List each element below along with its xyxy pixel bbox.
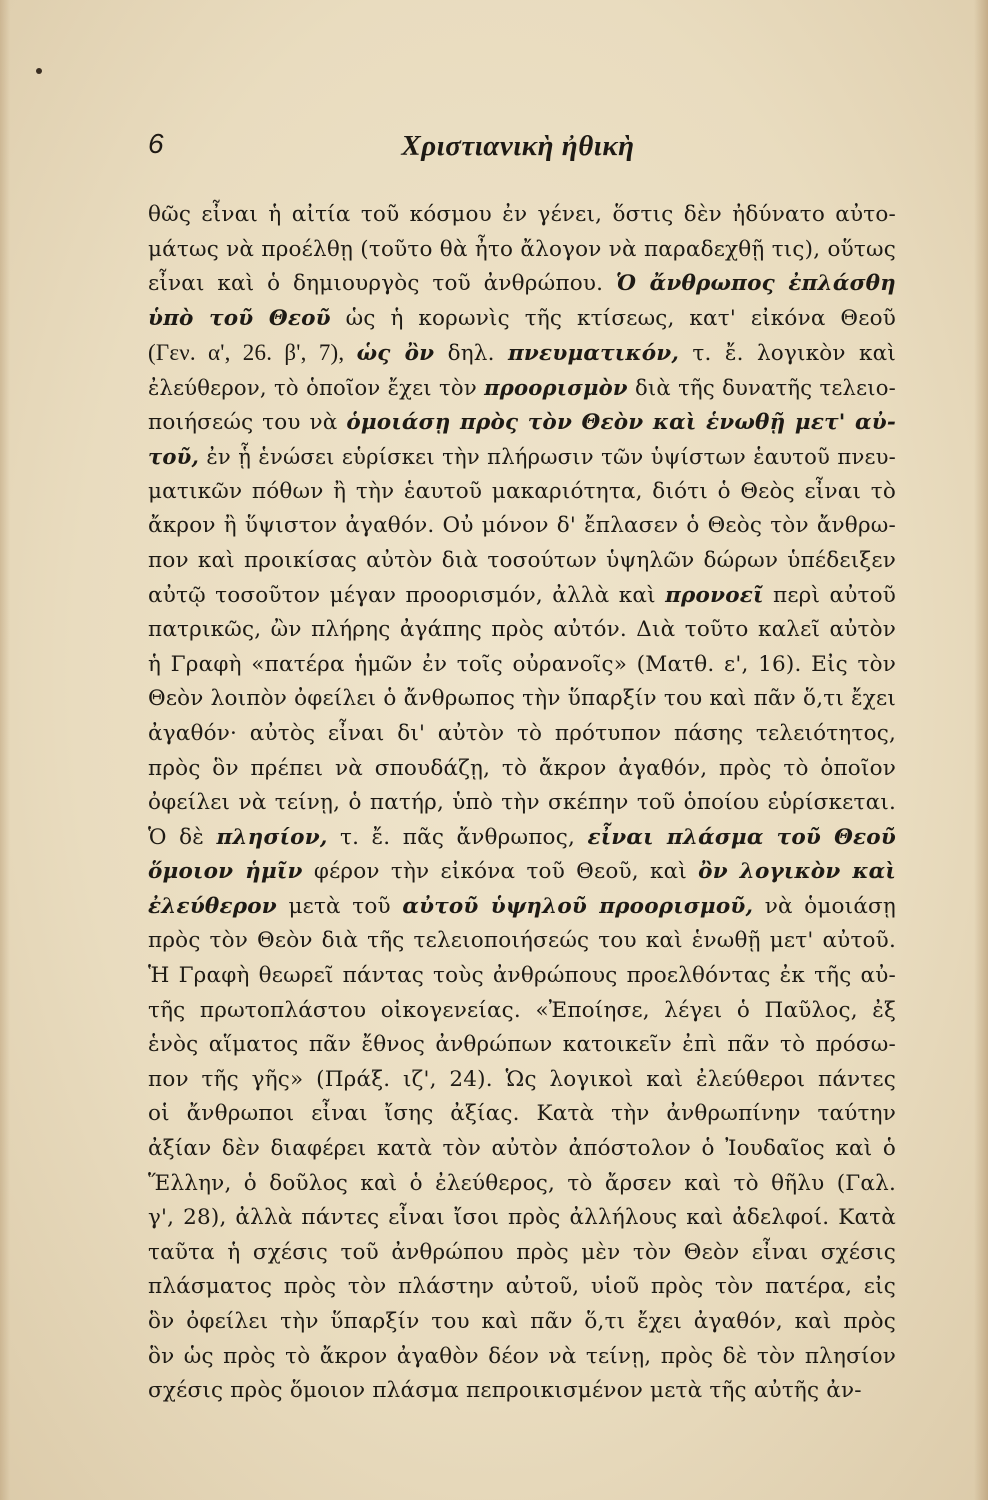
line-text: Ἕλλην, ὁ δοῦλος καὶ ὁ ἐλεύθερος, τὸ ἄρσεν καὶ τὸ θῆλυ (Γαλ. xyxy=(148,1170,896,1196)
text-line xyxy=(148,959,896,994)
text-line xyxy=(148,717,896,752)
line-text: ἀξίαν δὲν διαφέρει κατὰ τὸν αὐτὸν ἀπόστολον ὁ Ἰουδαῖος καὶ ὁ xyxy=(148,1136,896,1162)
emphasized-text: πνευματικόν, xyxy=(508,341,680,367)
line-text: γ', 28), ἀλλὰ πάντες εἶναι ἴσοι πρὸς ἀλλήλους καὶ ἀδελφοί. Κατὰ xyxy=(148,1205,896,1231)
line-text: φέρον τὴν εἰκόνα τοῦ Θεοῦ, καὶ xyxy=(302,859,699,885)
text-line xyxy=(148,336,896,371)
page-number: 6 xyxy=(148,128,164,159)
text-line xyxy=(148,198,896,233)
emphasized-text: ὑπὸ τοῦ Θεοῦ xyxy=(148,305,331,331)
line-text: τῆς πρωτοπλάστου οἰκογενείας. «Ἐποίησε, λέγει ὁ Παῦλος, ἐξ xyxy=(148,997,896,1023)
text-line xyxy=(148,648,896,683)
text-line xyxy=(148,786,896,821)
text-line xyxy=(148,302,896,337)
line-text: ἐν ᾗ ἑνώσει εὑρίσκει τὴν πλήρωσιν τῶν ὑψίστων ἑαυτοῦ πνευ- xyxy=(199,444,896,470)
text-line xyxy=(148,752,896,787)
line-text: ἡ Γραφὴ «πατέρα ἡμῶν ἐν τοῖς οὐρανοῖς» (Ματθ. ε', 16). Εἰς τὸν xyxy=(148,651,896,677)
emphasized-text: τοῦ, xyxy=(148,444,200,470)
text-line xyxy=(148,1201,896,1236)
running-title: Χριστιανικὴ ἠθικὴ xyxy=(401,130,635,162)
line-text: νὰ ὁμοιάσῃ xyxy=(753,893,896,919)
text-line xyxy=(148,1028,896,1063)
text-line xyxy=(148,924,896,959)
text-line xyxy=(148,994,896,1029)
text-line xyxy=(148,1167,896,1202)
text-line xyxy=(148,613,896,648)
text-line xyxy=(148,1305,896,1340)
line-text: Ἡ Γραφὴ θεωρεῖ πάντας τοὺς ἀνθρώπους προελθόντας ἐκ τῆς αὐ- xyxy=(148,963,896,989)
line-text: (Γεν. α', 26. β', 7), xyxy=(148,340,357,366)
text-line xyxy=(148,821,896,856)
line-text: πρὸς ὃν πρέπει νὰ σπουδάζῃ, τὸ ἄκρον ἀγαθόν, πρὸς τὸ ὁποῖον xyxy=(148,755,896,781)
line-text: πον τῆς γῆς» (Πράξ. ιζ', 24). Ὡς λογικοὶ καὶ ἐλεύθεροι πάντες xyxy=(148,1066,896,1092)
text-line xyxy=(148,544,896,579)
text-line xyxy=(148,406,896,441)
emphasized-text: εἶναι πλάσμα τοῦ Θεοῦ xyxy=(587,824,896,850)
line-text: διὰ τῆς δυνατῆς τελειο- xyxy=(627,374,896,400)
text-line xyxy=(148,1097,896,1132)
page-edge-right xyxy=(974,0,988,1500)
text-line xyxy=(148,1270,896,1305)
line-text: περὶ αὐτοῦ xyxy=(763,582,896,608)
text-line xyxy=(148,1236,896,1271)
line-text: μάτως νὰ προέλθῃ (τοῦτο θὰ ἦτο ἄλογον νὰ παραδεχθῇ τις), οὕτως xyxy=(148,236,896,262)
emphasized-text: ὁμοιάσῃ πρὸς τὸν Θεὸν καὶ ἑνωθῇ μετ' αὐ- xyxy=(346,409,896,435)
ink-speck xyxy=(36,68,42,74)
text-line xyxy=(148,371,896,406)
text-line xyxy=(148,682,896,717)
text-line xyxy=(148,890,896,925)
line-text: τ. ἔ. πᾶς ἄνθρωπος, xyxy=(327,824,588,850)
line-text: ἑνὸς αἵματος πᾶν ἔθνος ἀνθρώπων κατοικεῖν ἐπὶ πᾶν τὸ πρόσω- xyxy=(148,1032,896,1058)
line-text: Ὁ δὲ xyxy=(148,824,217,850)
line-text: πον καὶ προικίσας αὐτὸν διὰ τοσούτων ὑψηλῶν δώρων ὑπέδειξεν xyxy=(148,547,896,573)
line-text: εἶναι καὶ ὁ δημιουργὸς τοῦ ἀνθρώπου. xyxy=(148,271,616,297)
text-line xyxy=(148,1340,896,1375)
text-line xyxy=(148,233,896,268)
text-line xyxy=(148,475,896,510)
line-text: τ. ἔ. λογικὸν καὶ xyxy=(679,341,896,367)
emphasized-text: πλησίον, xyxy=(216,824,328,850)
emphasized-text: ὂν λογικὸν καὶ xyxy=(698,859,896,885)
text-line xyxy=(148,855,896,890)
line-text: ποιήσεώς του νὰ xyxy=(148,409,347,435)
emphasized-text: αὐτοῦ ὑψηλοῦ προορισμοῦ, xyxy=(402,893,754,919)
line-text: μετὰ τοῦ xyxy=(276,893,403,919)
emphasized-text: ἐλεύθερον xyxy=(148,893,277,919)
line-text: ὀφείλει νὰ τείνῃ, ὁ πατήρ, ὑπὸ τὴν σκέπην τοῦ ὁποίου εὑρίσκεται. xyxy=(148,790,896,816)
line-text: ὡς ἡ κορωνὶς τῆς κτίσεως, κατ' εἰκόνα Θεοῦ xyxy=(330,305,896,331)
text-line xyxy=(148,579,896,614)
line-text: Θεὸν λοιπὸν ὀφείλει ὁ ἄνθρωπος τὴν ὕπαρξίν του καὶ πᾶν ὅ,τι ἔχει xyxy=(148,686,896,712)
line-text: ἀγαθόν· αὐτὸς εἶναι δι' αὐτὸν τὸ πρότυπον πάσης τελειότητος, xyxy=(148,720,896,746)
line-text: ὃν ὡς πρὸς τὸ ἄκρον ἀγαθὸν δέον νὰ τείνῃ, πρὸς δὲ τὸν πλησίον xyxy=(148,1343,896,1369)
line-text: ταῦτα ἡ σχέσις τοῦ ἀνθρώπου πρὸς μὲν τὸν Θεὸν εἶναι σχέσις xyxy=(148,1239,896,1265)
line-text: πλάσματος πρὸς τὸν πλάστην αὐτοῦ, υἱοῦ πρὸς τὸν πατέρα, εἰς xyxy=(148,1274,896,1300)
line-text: αὐτῷ τοσοῦτον μέγαν προορισμόν, ἀλλὰ καὶ xyxy=(148,582,666,608)
line-text: πατρικῶς, ὢν πλήρης ἀγάπης πρὸς αὐτόν. Διὰ τοῦτο καλεῖ αὐτὸν xyxy=(148,617,896,643)
line-text: ὃν ὀφείλει τὴν ὕπαρξίν του καὶ πᾶν ὅ,τι ἔχει ἀγαθόν, καὶ πρὸς xyxy=(148,1309,896,1334)
emphasized-text: προορισμὸν xyxy=(484,374,628,400)
text-line xyxy=(148,1374,896,1409)
line-text: ἐλεύθερον, τὸ ὁποῖον ἔχει τὸν xyxy=(148,374,485,400)
emphasized-text: προνοεῖ xyxy=(665,582,764,608)
body-text xyxy=(148,198,896,1409)
line-text: ματικῶν πόθων ἢ τὴν ἑαυτοῦ μακαριότητα, διότι ὁ Θεὸς εἶναι τὸ xyxy=(148,478,896,504)
text-line xyxy=(148,1132,896,1167)
text-line xyxy=(148,1063,896,1098)
line-text: σχέσις πρὸς ὅμοιον πλάσμα πεπροικισμένον μετὰ τῆς αὐτῆς ἀν- xyxy=(148,1378,862,1404)
text-line xyxy=(148,440,896,475)
line-text: οἱ ἄνθρωποι εἶναι ἴσης ἀξίας. Κατὰ τὴν ἀνθρωπίνην ταύτην xyxy=(148,1101,896,1127)
line-text: θῶς εἶναι ἡ αἰτία τοῦ κόσμου ἐν γένει, ὅστις δὲν ἠδύνατο αὐτο- xyxy=(148,202,896,227)
emphasized-text: ὡς ὂν xyxy=(356,341,435,367)
line-text: ἄκρον ἢ ὕψιστον ἀγαθόν. Οὐ μόνον δ' ἔπλασεν ὁ Θεὸς τὸν ἄνθρω- xyxy=(148,513,896,539)
text-line xyxy=(148,267,896,302)
page-edge-left xyxy=(0,0,10,1500)
emphasized-text: Ὁ ἄνθρωπος ἐπλάσθη xyxy=(615,271,897,297)
line-text: πρὸς τὸν Θεὸν διὰ τῆς τελειοποιήσεώς του καὶ ἑνωθῇ μετ' αὐτοῦ. xyxy=(148,928,896,954)
page-header xyxy=(148,124,888,168)
line-text: δηλ. xyxy=(434,341,508,367)
text-line xyxy=(148,509,896,544)
emphasized-text: ὅμοιον ἡμῖν xyxy=(148,859,303,885)
